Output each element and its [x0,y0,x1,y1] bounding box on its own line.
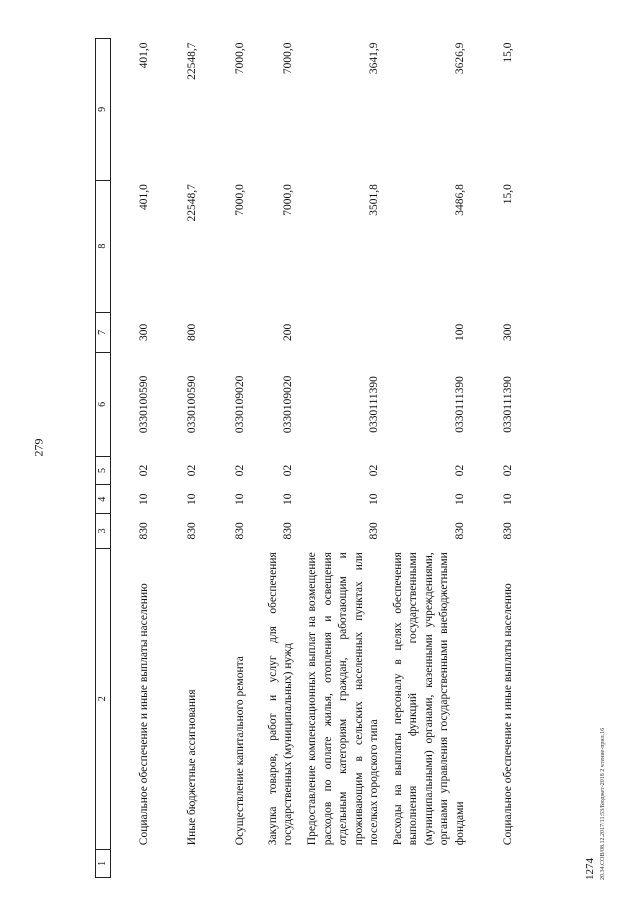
cell-expense-type: 200 [282,323,295,341]
cell-target-article: 0330111390 [368,376,381,433]
cell-subsection: 02 [501,464,514,477]
cell-expense-type: 300 [138,323,151,341]
cell-section: 10 [501,493,514,505]
table-row [159,39,207,878]
cell-grbs: 830 [186,522,199,540]
row-name: Осуществление капитального ремонта [234,656,247,846]
cell-grbs: 830 [501,522,514,540]
row-name: Закупка товаров, работ и услуг для обеспечения государственных (муниципальных) нужд [266,552,295,846]
cell-expense-type: 100 [453,323,466,341]
header-row [96,39,111,878]
cell-expense-type: 300 [501,323,514,341]
cell-section: 10 [138,493,151,505]
cell-section: 10 [234,493,247,505]
table-row [255,39,303,878]
cell-amount-8: 15,0 [501,184,514,205]
cell-target-article: 0330100590 [138,375,151,434]
cell-amount-9: 3626,9 [453,42,466,75]
cell-subsection: 02 [186,464,199,477]
cell-grbs: 830 [282,522,295,540]
cell-amount-9: 7000,0 [234,42,247,75]
cell-grbs: 830 [368,522,381,540]
cell-section: 10 [453,493,466,505]
cell-grbs: 830 [138,522,151,540]
col-header-9: 9 [96,39,111,181]
cell-grbs: 830 [234,522,247,540]
col-header-4: 4 [96,485,111,514]
row-name: Социальное обеспечение и иные выплаты населению [138,583,151,846]
cell-amount-9: 3641,9 [368,42,381,75]
cell-target-article: 0330111390 [453,376,466,433]
cell-subsection: 02 [282,464,295,477]
cell-expense-type [303,312,389,352]
cell-target-article: 0330109020 [282,375,295,434]
budget-table-rotated [95,38,585,878]
cell-expense-type: 800 [186,323,199,341]
col-header-6: 6 [96,353,111,457]
cell-section: 10 [282,493,295,505]
row-name: Социальное обеспечение и иные выплаты населению [501,583,514,846]
cell-subsection: 02 [138,464,151,477]
row-name: Расходы на выплаты персоналу в целях обеспечения выполнения функций государственными (муниципальными) органами, казенными учреждениями, органами управления государственными внебюджетными фондами [391,552,466,846]
cell-subsection: 02 [234,464,247,477]
table-row [389,39,475,878]
col-header-2: 2 [96,548,111,849]
cell-amount-8: 401,0 [138,184,151,211]
cell-amount-8: 3486,8 [453,184,466,216]
row-name: Предоставление компенсационных выплат на возмещение расходов по оплате жилья, отопления и освещения отдельным категориям граждан, работающим и проживающим в сельских населенных пунктах или поселках городского типа [306,552,381,846]
col-header-5: 5 [96,456,111,485]
table-row [303,39,389,878]
cell-amount-9: 22548,7 [186,42,199,80]
cell-subsection: 02 [368,464,381,477]
cell-section: 10 [186,493,199,505]
col-header-7: 7 [96,312,111,352]
cell-amount-9: 7000,0 [282,42,295,75]
budget-table [95,38,522,878]
cell-target-article: 0330109020 [234,375,247,434]
cell-section: 10 [368,493,381,505]
col-header-1: 1 [96,849,111,877]
cell-expense-type [207,312,255,352]
cell-amount-8: 22548,7 [186,184,199,222]
cell-subsection: 02 [453,464,466,477]
cell-target-article: 0330100590 [186,375,199,434]
footer-filepath: 20.34.COB/08.12.2017/11:53/Бюджет-2018 2 чтение-прил.16 [600,727,606,880]
page-number: 279 [31,438,46,457]
table-row [207,39,255,878]
cell-amount-8: 3501,8 [368,184,381,216]
cell-amount-8: 7000,0 [234,184,247,216]
cell-amount-8: 7000,0 [282,184,295,216]
row-name: Иные бюджетные ассигнования [186,689,199,846]
cell-target-article: 0330111390 [501,376,514,433]
table-row [474,39,522,878]
col-header-8: 8 [96,180,111,312]
cell-amount-9: 401,0 [138,42,151,69]
col-header-3: 3 [96,514,111,549]
cell-grbs: 830 [453,522,466,540]
table-row [111,39,160,878]
cell-amount-9: 15,0 [501,42,514,63]
document-stamp-number: 1274 [584,858,596,880]
